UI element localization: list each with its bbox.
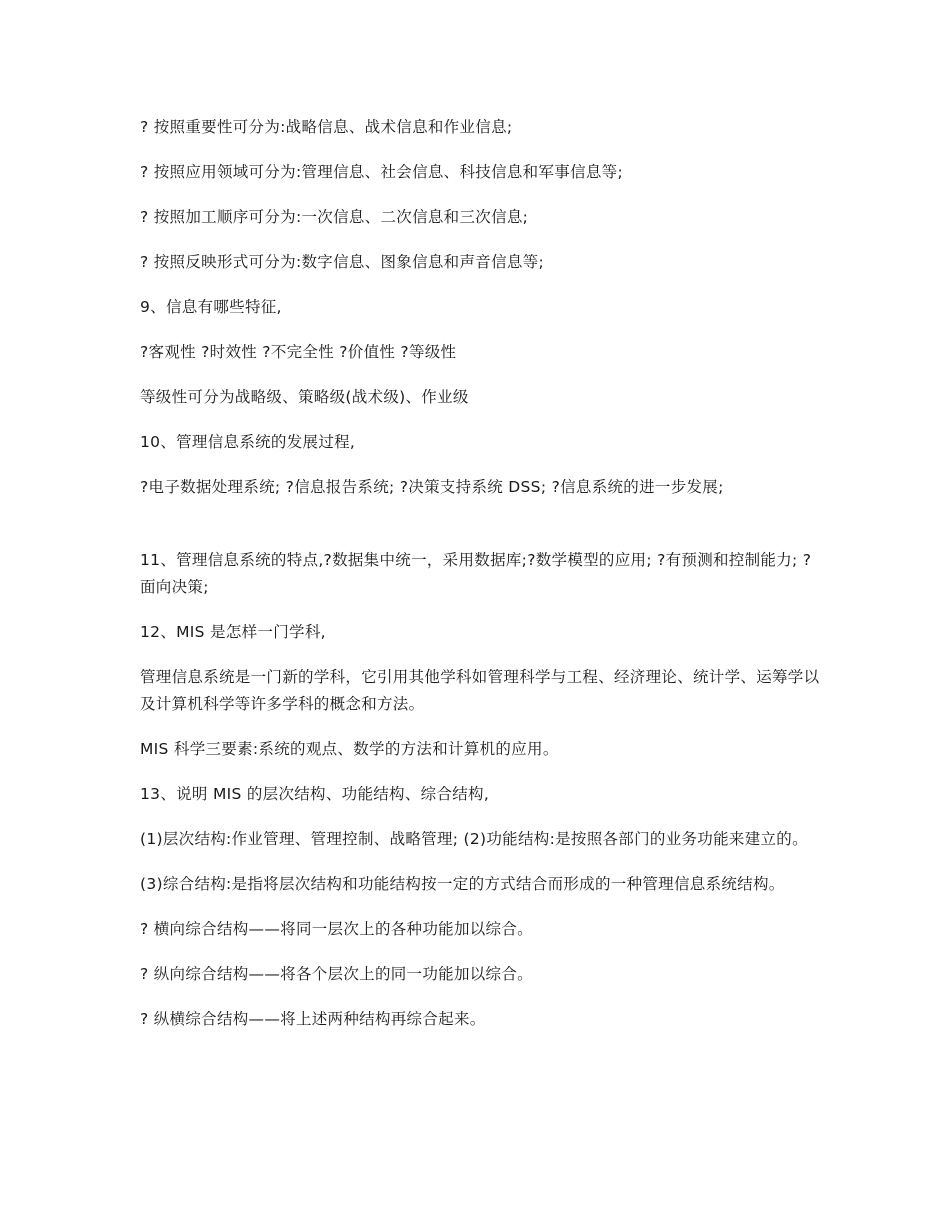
paragraph-hierarchy-function-structure: (1)层次结构:作业管理、管理控制、战略管理; (2)功能结构:是按照各部门的业务功能来建立的。 xyxy=(140,830,808,848)
paragraph-cross-composite: ? 纵横综合结构——将上述两种结构再综合起来。 xyxy=(140,1010,486,1028)
paragraph-horizontal-composite: ? 横向综合结构——将同一层次上的各种功能加以综合。 xyxy=(140,920,533,938)
question-11-paragraph: 11、管理信息系统的特点,?数据集中统一，采用数据库;?数学模型的应用; ?有预测和控制能力; ?面向决策; xyxy=(140,551,812,596)
paragraph-vertical-composite: ? 纵向综合结构——将各个层次上的同一功能加以综合。 xyxy=(140,965,533,983)
paragraph-classify-form: ? 按照反映形式可分为:数字信息、图象信息和声音信息等; xyxy=(140,253,544,271)
document-body xyxy=(140,114,820,1051)
question-10-heading: 10、管理信息系统的发展过程, xyxy=(140,433,356,451)
paragraph-development-stages: ?电子数据处理系统; ?信息报告系统; ?决策支持系统 DSS; ?信息系统的进一步发展; xyxy=(140,478,724,496)
question-9-heading: 9、信息有哪些特征, xyxy=(140,298,282,316)
paragraph-classify-application: ? 按照应用领域可分为:管理信息、社会信息、科技信息和军事信息等; xyxy=(140,163,623,181)
paragraph-mis-three-elements: MIS 科学三要素:系统的观点、数学的方法和计算机的应用。 xyxy=(140,740,559,758)
paragraph-info-features: ?客观性 ?时效性 ?不完全性 ?价值性 ?等级性 xyxy=(140,343,457,361)
paragraph-mis-discipline: 管理信息系统是一门新的学科，它引用其他学科如管理科学与工程、经济理论、统计学、运筹学以及计算机科学等许多学科的概念和方法。 xyxy=(140,668,820,713)
question-13-heading: 13、说明 MIS 的层次结构、功能结构、综合结构, xyxy=(140,785,490,803)
paragraph-grade-levels: 等级性可分为战略级、策略级(战术级)、作业级 xyxy=(140,388,469,406)
paragraph-classify-importance: ? 按照重要性可分为:战略信息、战术信息和作业信息; xyxy=(140,118,513,136)
paragraph-classify-processing: ? 按照加工顺序可分为:一次信息、二次信息和三次信息; xyxy=(140,208,529,226)
question-12-heading: 12、MIS 是怎样一门学科, xyxy=(140,623,326,641)
paragraph-composite-structure: (3)综合结构:是指将层次结构和功能结构按一定的方式结合而形成的一种管理信息系统结构。 xyxy=(140,875,785,893)
